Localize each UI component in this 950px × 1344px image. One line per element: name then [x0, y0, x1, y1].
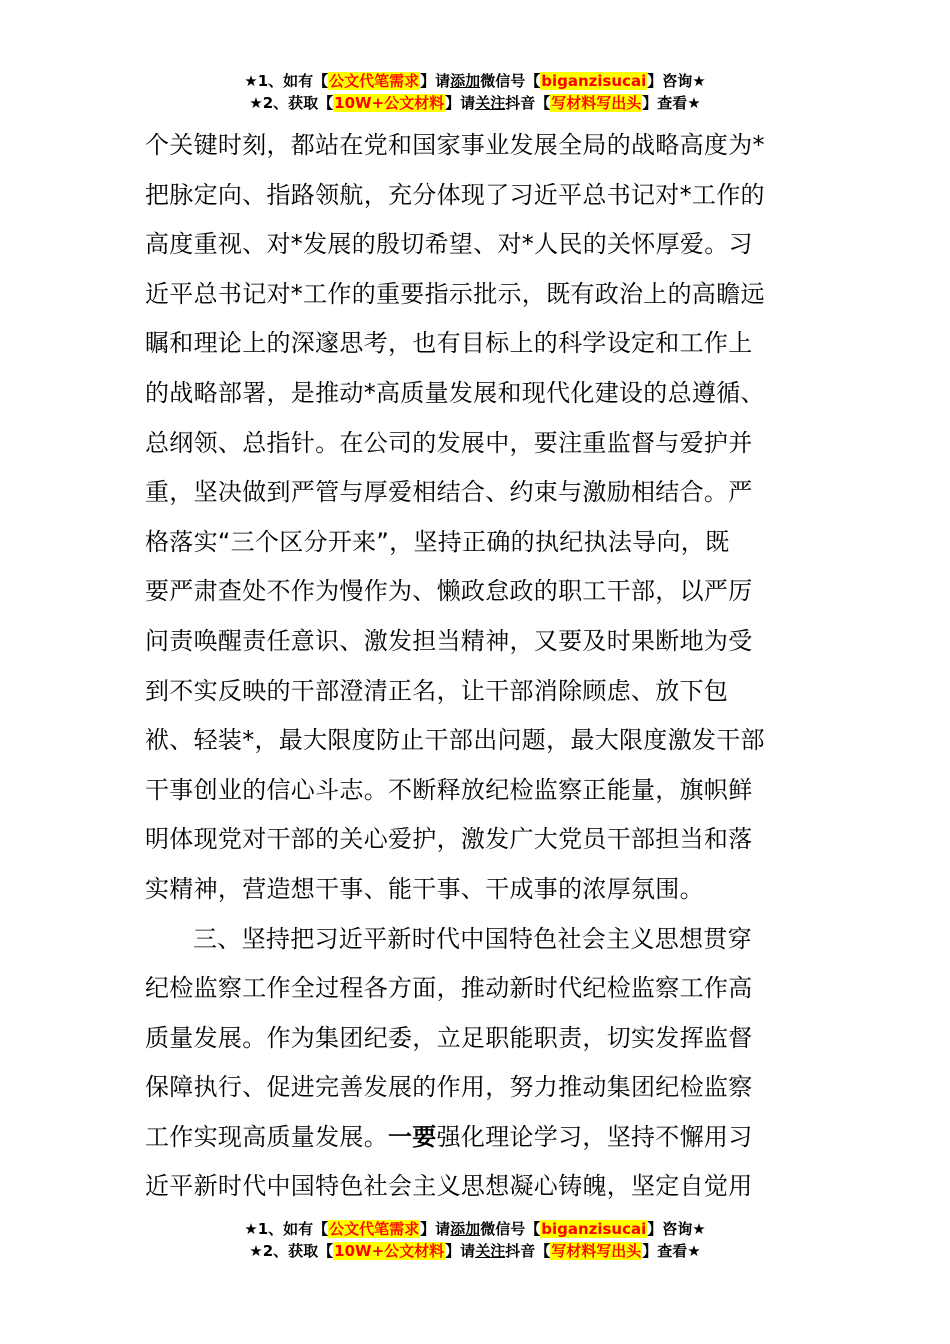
banner-text: 微信号【 [480, 1220, 541, 1238]
banner-text: 】请 [445, 94, 476, 112]
banner-text: 抖音【 [505, 94, 551, 112]
text-segment: 工作实现高质量发展。 [145, 1122, 388, 1151]
text-line: 实精神，营造想干事、能干事、干成事的浓厚氛围。 [145, 874, 704, 903]
banner-underline: 添加 [450, 1220, 481, 1238]
banner-text: 】咨询 [647, 1220, 693, 1238]
banner-text: 2、获取【 [262, 1242, 334, 1260]
text-line: 格落实“三个区分开来”，坚持正确的执纪执法导向，既 [145, 527, 730, 556]
text-line: 质量发展。作为集团纪委，立足职能职责，切实发挥监督 [145, 1023, 753, 1052]
star-icon: ★ [692, 72, 706, 90]
banner-text: 】请 [420, 72, 451, 90]
highlight-douyin: 写材料写出头 [551, 1242, 642, 1260]
text-line: 保障执行、促进完善发展的作用，努力推动集团纪检监察 [145, 1073, 753, 1102]
text-line: 高度重视、对*发展的殷切希望、对*人民的关怀厚爱。习 [145, 230, 753, 259]
text-line: 干事创业的信心斗志。不断释放纪检监察正能量，旗帜鲜 [145, 775, 753, 804]
text-line: 把脉定向、指路领航，充分体现了习近平总书记对*工作的 [145, 180, 765, 209]
star-icon: ★ [692, 1220, 706, 1238]
star-icon: ★ [249, 94, 263, 112]
star-icon: ★ [687, 1242, 701, 1260]
banner-line-2 [0, 1240, 950, 1262]
text-line: 的战略部署，是推动*高质量发展和现代化建设的总遵循、 [145, 378, 765, 407]
banner-line-2 [0, 92, 950, 114]
document-body [145, 121, 810, 1212]
banner-text: 】咨询 [647, 72, 693, 90]
text-line-mixed [145, 1113, 810, 1163]
banner-text: 1、如有【 [257, 72, 329, 90]
star-icon: ★ [687, 94, 701, 112]
text-line: 瞩和理论上的深邃思考，也有目标上的科学设定和工作上 [145, 329, 753, 358]
banner-underline: 关注 [475, 1242, 506, 1260]
banner-text: 1、如有【 [257, 1220, 329, 1238]
text-line: 要严肃查处不作为慢作为、懒政怠政的职工干部，以严厉 [145, 577, 753, 606]
text-line: 到不实反映的干部澄清正名，让干部消除顾虑、放下包 [145, 676, 729, 705]
banner-text: 2、获取【 [262, 94, 334, 112]
text-line: 近平总书记对*工作的重要指示批示，既有政治上的高瞻远 [145, 279, 765, 308]
banner-line-1 [0, 70, 950, 92]
highlight-materials: 10W+公文材料 [334, 1242, 445, 1260]
text-line: 问责唤醒责任意识、激发担当精神，又要及时果断地为受 [145, 626, 753, 655]
banner-text: 】请 [420, 1220, 451, 1238]
star-icon: ★ [244, 72, 258, 90]
section-heading-line: 三、坚持把习近平新时代中国特色社会主义思想贯穿 [193, 924, 752, 953]
highlight-service: 公文代笔需求 [329, 1220, 420, 1238]
highlight-wechat-id: biganzisucai [541, 72, 647, 90]
banner-text: 】请 [445, 1242, 476, 1260]
highlight-wechat-id: biganzisucai [541, 1220, 647, 1238]
highlight-service: 公文代笔需求 [329, 72, 420, 90]
bold-keyword: 一要 [388, 1122, 437, 1151]
text-segment: 强化理论学习，坚持不懈用习 [436, 1122, 753, 1151]
star-icon: ★ [244, 1220, 258, 1238]
star-icon: ★ [249, 1242, 263, 1260]
banner-underline: 关注 [475, 94, 506, 112]
text-line: 总纲领、总指针。在公司的发展中，要注重监督与爱护并 [145, 428, 753, 457]
text-line: 明体现党对干部的关心爱护，激发广大党员干部担当和落 [145, 825, 753, 854]
text-line: 个关键时刻，都站在党和国家事业发展全局的战略高度为* [145, 131, 765, 159]
banner-text: 】查看 [642, 1242, 688, 1260]
text-line: 纪检监察工作全过程各方面，推动新时代纪检监察工作高 [145, 974, 753, 1003]
banner-text: 】查看 [642, 94, 688, 112]
banner-text: 抖音【 [505, 1242, 551, 1260]
text-line: 重，坚决做到严管与厚爱相结合、约束与激励相结合。严 [145, 478, 753, 507]
footer-banner [0, 1218, 950, 1262]
banner-underline: 添加 [450, 72, 481, 90]
highlight-douyin: 写材料写出头 [551, 94, 642, 112]
banner-text: 微信号【 [480, 72, 541, 90]
text-line: 袱、轻装*，最大限度防止干部出问题，最大限度激发干部 [145, 726, 765, 755]
highlight-materials: 10W+公文材料 [334, 94, 445, 112]
header-banner [0, 70, 950, 114]
banner-line-1 [0, 1218, 950, 1240]
text-line: 近平新时代中国特色社会主义思想凝心铸魄，坚定自觉用 [145, 1172, 753, 1201]
